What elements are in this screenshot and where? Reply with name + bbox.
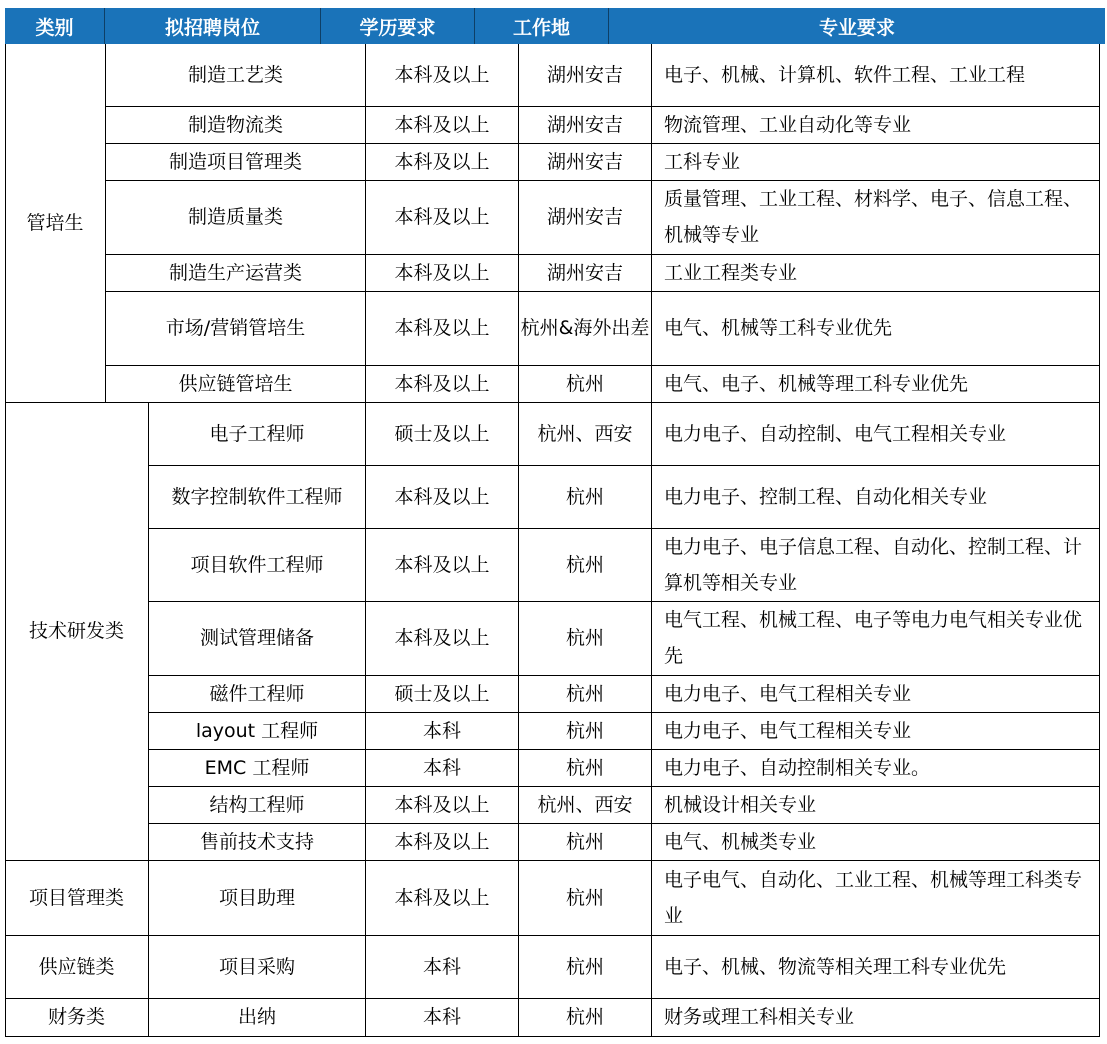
- location-cell: 杭州: [565, 886, 604, 909]
- position-cell: 制造生产运营类: [168, 261, 302, 284]
- position-cell: 市场/营销管培生: [165, 317, 306, 339]
- header-category: 类别: [5, 8, 105, 44]
- education-cell: 本科及以上: [394, 830, 490, 853]
- major-cell: 机械设计相关专业: [664, 793, 817, 816]
- major-cell: 电力电子、自动控制相关专业。: [664, 756, 931, 779]
- column-divider: [5, 44, 6, 1036]
- column-divider: [365, 44, 366, 1036]
- position-cell: 出纳: [237, 1006, 276, 1028]
- major-cell: 电气、机械类专业: [664, 830, 817, 853]
- major-cell: 工科专业: [664, 150, 741, 173]
- column-divider: [518, 44, 519, 1036]
- location-cell: 杭州: [565, 830, 604, 853]
- position-cell: 项目采购: [218, 955, 295, 978]
- row-divider: [5, 1036, 1100, 1037]
- category-cell: 管培生: [26, 212, 84, 234]
- education-cell: 本科及以上: [394, 485, 490, 508]
- major-cell: 电子、机械、物流等相关理工科专业优先: [664, 955, 1007, 978]
- education-cell: 本科及以上: [394, 627, 490, 649]
- location-cell: 杭州: [565, 719, 604, 742]
- category-cell: 技术研发类: [28, 620, 124, 642]
- education-cell: 本科: [422, 1006, 461, 1028]
- location-cell: 杭州: [565, 553, 604, 576]
- major-cell: 工业工程类专业: [664, 261, 798, 284]
- location-cell: 杭州: [565, 627, 604, 649]
- location-cell: 杭州: [565, 682, 604, 705]
- major-cell: 电力电子、控制工程、自动化相关专业: [664, 485, 988, 508]
- education-cell: 本科及以上: [394, 261, 490, 284]
- position-cell: 制造物流类: [187, 113, 283, 136]
- category-cell: 财务类: [47, 1006, 105, 1028]
- location-cell: 杭州: [565, 955, 604, 978]
- education-cell: 本科及以上: [394, 113, 490, 136]
- position-cell: 制造质量类: [187, 206, 283, 228]
- major-cell: 电气工程、机械工程、电子等电力电气相关专业优先: [664, 609, 1083, 667]
- major-cell: 电气、电子、机械等理工科专业优先: [664, 372, 969, 395]
- category-cell: 供应链类: [38, 955, 115, 978]
- column-divider: [1099, 44, 1100, 1036]
- location-cell: 湖州安吉: [546, 261, 623, 284]
- location-cell: 杭州: [565, 485, 604, 508]
- location-cell: 杭州、西安: [537, 422, 633, 445]
- header-major: 专业要求: [609, 8, 1105, 44]
- major-cell: 电力电子、电气工程相关专业: [664, 719, 912, 742]
- position-cell: 测试管理储备: [199, 627, 314, 649]
- major-cell: 财务或理工科相关专业: [664, 1006, 855, 1028]
- education-cell: 本科: [422, 719, 461, 742]
- education-cell: 本科及以上: [394, 317, 490, 339]
- education-cell: 硕士及以上: [394, 422, 490, 445]
- position-cell: 供应链管培生: [178, 372, 293, 395]
- header-location: 工作地: [475, 8, 609, 44]
- major-cell: 电子、机械、计算机、软件工程、工业工程: [664, 64, 1026, 86]
- major-cell: 电力电子、电气工程相关专业: [664, 682, 912, 705]
- position-cell: layout 工程师: [195, 719, 319, 742]
- location-cell: 湖州安吉: [546, 64, 623, 86]
- education-cell: 本科: [422, 756, 461, 779]
- position-cell: 项目助理: [218, 886, 295, 909]
- education-cell: 本科: [422, 955, 461, 978]
- position-cell: 磁件工程师: [209, 682, 305, 705]
- major-cell: 物流管理、工业自动化等专业: [664, 113, 912, 136]
- major-cell: 质量管理、工业工程、材料学、电子、信息工程、机械等专业: [664, 188, 1083, 246]
- location-cell: 杭州: [565, 1006, 604, 1028]
- major-cell: 电子电气、自动化、工业工程、机械等理工科类专业: [664, 868, 1083, 927]
- education-cell: 本科及以上: [394, 206, 490, 228]
- education-cell: 本科及以上: [394, 553, 490, 576]
- education-cell: 本科及以上: [394, 886, 490, 909]
- location-cell: 湖州安吉: [546, 206, 623, 228]
- location-cell: 杭州: [565, 372, 604, 395]
- location-cell: 杭州: [565, 756, 604, 779]
- major-cell: 电力电子、电子信息工程、自动化、控制工程、计算机等相关专业: [664, 535, 1083, 594]
- position-cell: 数字控制软件工程师: [171, 485, 343, 508]
- education-cell: 硕士及以上: [394, 682, 490, 705]
- major-cell: 电力电子、自动控制、电气工程相关专业: [664, 422, 1007, 445]
- education-cell: 本科及以上: [394, 793, 490, 816]
- education-cell: 本科及以上: [394, 64, 490, 86]
- location-cell: 湖州安吉: [546, 150, 623, 173]
- header-education: 学历要求: [321, 8, 475, 44]
- education-cell: 本科及以上: [394, 150, 490, 173]
- category-cell: 项目管理类: [28, 886, 124, 909]
- location-cell: 杭州&海外出差: [520, 317, 650, 339]
- location-cell: 杭州、西安: [537, 793, 633, 816]
- education-cell: 本科及以上: [394, 372, 490, 395]
- column-divider: [651, 44, 652, 1036]
- position-cell: 电子工程师: [209, 422, 305, 445]
- major-cell: 电气、机械等工科专业优先: [664, 317, 893, 339]
- position-cell: 制造工艺类: [187, 64, 283, 86]
- position-cell: 项目软件工程师: [190, 553, 324, 576]
- position-cell: 制造项目管理类: [168, 150, 302, 173]
- position-cell: EMC 工程师: [204, 756, 310, 779]
- header-position: 拟招聘岗位: [105, 8, 321, 44]
- position-cell: 结构工程师: [209, 793, 305, 816]
- position-cell: 售前技术支持: [199, 830, 314, 853]
- location-cell: 湖州安吉: [546, 113, 623, 136]
